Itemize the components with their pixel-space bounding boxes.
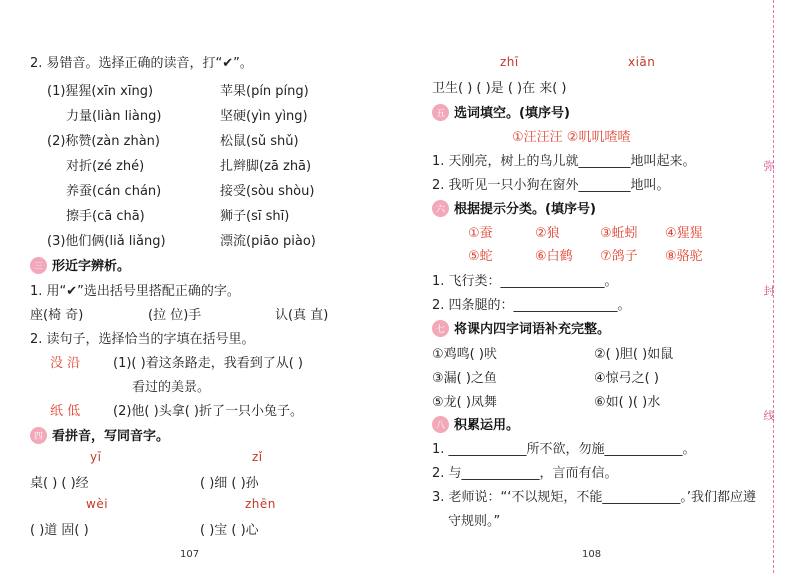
section-8-heading — [432, 414, 519, 433]
q2-row-4a: 对折(zé zhé) — [66, 159, 145, 174]
s7-item-6: ⑥如( )( )水 — [594, 395, 661, 410]
s8-q1: 1. ____________所不欲，勿施____________。 — [432, 442, 696, 457]
section-3-heading — [30, 255, 130, 274]
section-6-badge: 六 — [432, 200, 449, 217]
q2-row-7b: 漂流(piāo piào) — [220, 234, 316, 249]
s3-q1: 1. 用“✔”选出括号里搭配正确的字。 — [30, 284, 240, 299]
binding-label-3: 线 — [762, 410, 775, 421]
section-7-title: 将课内四字词语补充完整。 — [454, 322, 611, 337]
section-6-heading — [432, 198, 596, 217]
page-number-right: 108 — [582, 549, 602, 560]
s6-opt-3: ③蚯蚓 — [600, 226, 638, 241]
s7-item-2: ②( )胆( )如鼠 — [594, 347, 674, 362]
page-number-left: 107 — [180, 549, 200, 560]
s6-q2: 2. 四条腿的：________________。 — [432, 298, 631, 313]
section-5-badge: 五 — [432, 104, 449, 121]
binding-label-2: 封 — [762, 285, 775, 296]
s8-q2: 2. 与____________，言而有信。 — [432, 466, 618, 481]
q2-row-6b: 狮子(sī shī) — [220, 209, 290, 224]
s7-item-5: ⑤龙( )凤舞 — [432, 395, 497, 410]
binding-label-1: 弥 — [762, 160, 775, 171]
section-8-title: 积累运用。 — [454, 418, 520, 433]
s3-q1-item-1: 座(椅 奇) — [30, 308, 84, 323]
s7-item-3: ③漏( )之鱼 — [432, 371, 497, 386]
s3-q2: 2. 读句子，选择恰当的字填在括号里。 — [30, 332, 255, 347]
q2-row-3b: 松鼠(sǔ shǔ) — [220, 134, 299, 149]
pinyin-xian: xiān — [628, 55, 656, 69]
s7-item-1: ①鸡鸣( )吠 — [432, 347, 497, 362]
s6-opt-2: ②狼 — [535, 226, 560, 241]
s3-pair-2: 纸 低 — [50, 404, 81, 419]
q2-row-2a: 力量(liàn liàng) — [66, 109, 162, 124]
pinyin-zhi: zhī — [500, 55, 519, 69]
s5-q2: 2. 我听见一只小狗在窗外________地叫。 — [432, 178, 670, 193]
r-top-line: 卫生( ) ( )是 ( )在 来( ) — [432, 81, 567, 96]
pinyin-yi: yī — [90, 450, 102, 464]
s8-q3b: 守规则。” — [448, 514, 501, 529]
s6-opt-6: ⑥白鹤 — [535, 249, 573, 264]
section-7-heading — [432, 318, 610, 337]
q2-row-4b: 扎辫脚(zā zhā) — [220, 159, 312, 174]
s6-opt-5: ⑤蛇 — [468, 249, 493, 264]
s6-opt-7: ⑦鸽子 — [600, 249, 638, 264]
s3-q1-item-2: (拉 位)手 — [148, 308, 202, 323]
s6-opt-8: ⑧骆驼 — [665, 249, 703, 264]
s4-line-2a: ( )道 固( ) — [30, 523, 89, 538]
pinyin-wei: wèi — [86, 497, 109, 511]
s5-options: ①汪汪汪 ②叽叽喳喳 — [512, 130, 631, 145]
q2-row-5b: 接受(sòu shòu) — [220, 184, 315, 199]
s3-line-1b: 看过的美景。 — [132, 380, 211, 395]
q2-row-1a: (1)猩猩(xīn xīng) — [47, 84, 154, 99]
s3-q1-item-3: 认(真 直) — [275, 308, 329, 323]
s4-line-1a: 桌( ) ( )经 — [30, 476, 89, 491]
section-3-badge: 三 — [30, 257, 47, 274]
pinyin-zhen: zhēn — [245, 497, 276, 511]
section-4-title: 看拼音，写同音字。 — [52, 429, 170, 444]
s4-line-2b: ( )宝 ( )心 — [200, 523, 259, 538]
section-4-heading — [30, 425, 169, 444]
section-7-badge: 七 — [432, 320, 449, 337]
q2-row-5a: 养蚕(cán chán) — [66, 184, 162, 199]
section-3-title: 形近字辨析。 — [52, 259, 131, 274]
q2-row-3a: (2)称赞(zàn zhàn) — [47, 134, 160, 149]
s7-item-4: ④惊弓之( ) — [594, 371, 659, 386]
s3-line-1: (1)( )着这条路走，我看到了从( ) — [113, 356, 303, 371]
s3-pair-1: 没 沿 — [50, 356, 81, 371]
s4-line-1b: ( )细 ( )孙 — [200, 476, 259, 491]
s6-opt-4: ④猩猩 — [665, 226, 703, 241]
s5-q1: 1. 天刚亮，树上的鸟儿就________地叫起来。 — [432, 154, 696, 169]
q2-title: 2. 易错音。选择正确的读音，打“✔”。 — [30, 56, 253, 71]
s8-q3: 3. 老师说：“‘不以规矩，不能____________。’我们都应遵 — [432, 490, 757, 505]
s6-q1: 1. 飞行类：________________。 — [432, 274, 618, 289]
page-gutter — [396, 0, 406, 573]
s3-line-2: (2)他( )头拿( )折了一只小兔子。 — [113, 404, 303, 419]
s6-opt-1: ①蚕 — [468, 226, 493, 241]
section-5-title: 选词填空。(填序号) — [454, 106, 570, 121]
q2-row-2b: 坚硬(yìn yìng) — [220, 109, 308, 124]
q2-row-6a: 擦手(cā chā) — [66, 209, 145, 224]
section-4-badge: 四 — [30, 427, 47, 444]
q2-row-1b: 苹果(pín píng) — [220, 84, 309, 99]
q2-row-7a: (3)他们俩(liǎ liǎng) — [47, 234, 166, 249]
pinyin-zi: zǐ — [252, 450, 263, 464]
section-6-title: 根据提示分类。(填序号) — [454, 202, 596, 217]
section-8-badge: 八 — [432, 416, 449, 433]
section-5-heading — [432, 102, 570, 121]
